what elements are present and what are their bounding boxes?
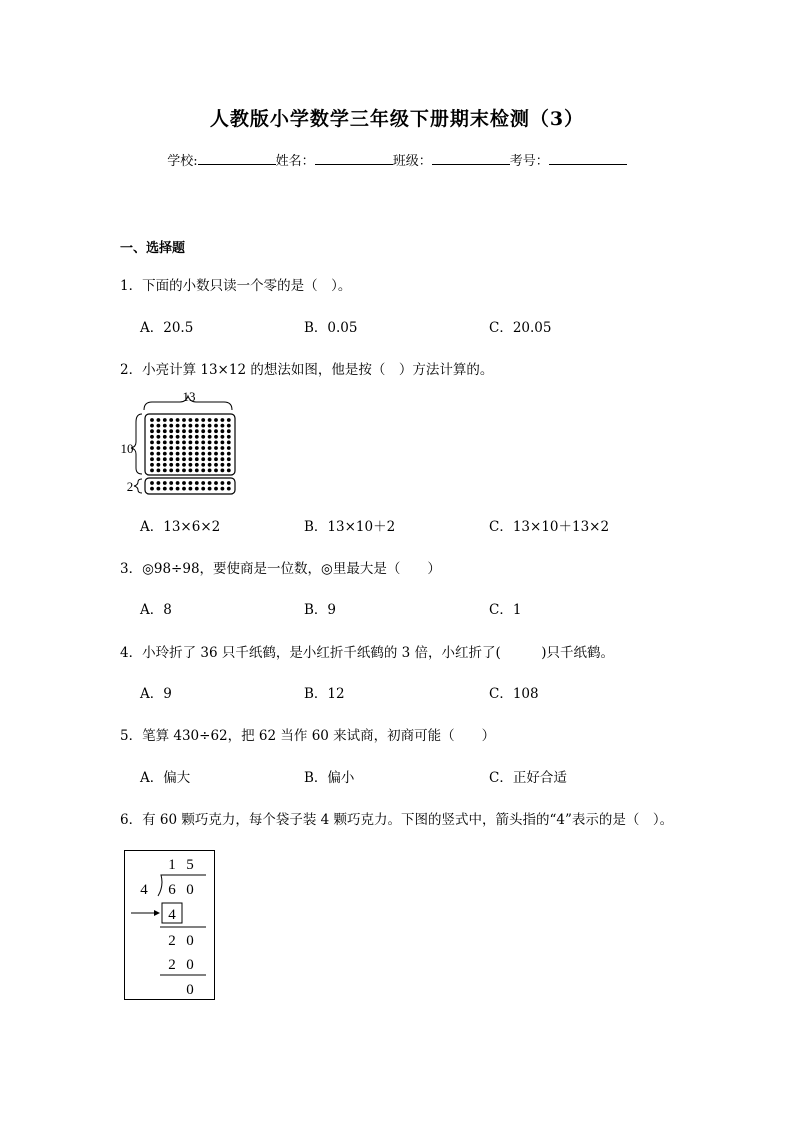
class-label: 班级：: [392, 154, 432, 169]
dot: [182, 481, 186, 485]
dot: [221, 481, 225, 485]
dot: [157, 424, 161, 428]
dot: [150, 487, 154, 491]
question-4-option-b[interactable]: B．12: [304, 686, 345, 702]
dot: [169, 424, 173, 428]
dot-array-figure: [112, 390, 242, 498]
dot: [201, 457, 205, 461]
dot: [208, 424, 212, 428]
dot: [176, 441, 180, 445]
dot: [189, 452, 193, 456]
dot: [227, 435, 231, 439]
dot: [195, 441, 199, 445]
step2-digit-2: 0: [186, 933, 194, 949]
dot: [169, 429, 173, 433]
step3-digit-1: 2: [168, 957, 176, 973]
dot: [150, 452, 154, 456]
dot: [201, 463, 205, 467]
dot: [176, 487, 180, 491]
name-label: 姓名：: [275, 154, 315, 169]
top-dots: [150, 418, 231, 472]
dot: [201, 441, 205, 445]
question-2-option-c[interactable]: C．13×10＋13×2: [489, 519, 610, 535]
dot: [227, 463, 231, 467]
dot: [157, 469, 161, 473]
question-5-option-c[interactable]: C．正好合适: [489, 770, 567, 786]
dot: [227, 481, 231, 485]
dot: [176, 452, 180, 456]
question-1-option-b[interactable]: B．0.05: [304, 320, 358, 336]
question-5-option-a[interactable]: A．偏大: [140, 770, 191, 786]
dot: [150, 463, 154, 467]
dot: [163, 452, 167, 456]
dot: [208, 481, 212, 485]
dot: [208, 452, 212, 456]
bottom-dots: [150, 481, 231, 490]
question-3-stem: 3．◎98÷98，要使商是一位数，◎里最大是（ ）: [120, 561, 441, 577]
dividend-digit-1: 6: [168, 882, 176, 898]
dot: [227, 469, 231, 473]
dot: [208, 463, 212, 467]
dot: [189, 469, 193, 473]
dot: [169, 418, 173, 422]
dot: [157, 418, 161, 422]
dot: [208, 429, 212, 433]
question-5-option-b[interactable]: B．偏小: [304, 770, 355, 786]
dot: [189, 418, 193, 422]
dot: [201, 481, 205, 485]
dot: [195, 481, 199, 485]
dot: [163, 481, 167, 485]
dot: [182, 446, 186, 450]
dot: [214, 435, 218, 439]
dot: [195, 446, 199, 450]
dot: [163, 435, 167, 439]
dot: [176, 469, 180, 473]
step2-digit-1: 2: [168, 933, 176, 949]
dot: [195, 418, 199, 422]
dot: [214, 441, 218, 445]
question-4-option-c[interactable]: C．108: [489, 686, 539, 702]
dot: [201, 429, 205, 433]
long-division-figure: [124, 850, 216, 1002]
dot: [214, 469, 218, 473]
dot: [182, 487, 186, 491]
dot: [221, 457, 225, 461]
dot: [157, 452, 161, 456]
question-2-option-b[interactable]: B．13×10＋2: [304, 519, 396, 535]
dot: [227, 418, 231, 422]
dot: [157, 435, 161, 439]
dot: [182, 452, 186, 456]
dot: [189, 463, 193, 467]
dot: [195, 457, 199, 461]
section-heading: 一、选择题: [120, 241, 186, 256]
dot: [182, 424, 186, 428]
dot: [182, 463, 186, 467]
dot: [176, 435, 180, 439]
dot: [208, 418, 212, 422]
quotient-digit-2: 5: [186, 857, 194, 873]
dividend-digit-2: 0: [186, 882, 194, 898]
dot: [201, 418, 205, 422]
dot: [150, 441, 154, 445]
dot: [182, 418, 186, 422]
question-5-stem: 5．笔算 430÷62，把 62 当作 60 来试商，初商可能（ ）: [120, 728, 496, 744]
dot: [182, 435, 186, 439]
dot: [201, 446, 205, 450]
dot: [176, 463, 180, 467]
student-info-line: [0, 150, 794, 169]
dot: [201, 424, 205, 428]
dot: [227, 487, 231, 491]
dot: [227, 441, 231, 445]
dot: [150, 418, 154, 422]
dot: [227, 429, 231, 433]
dot: [150, 469, 154, 473]
dot: [163, 463, 167, 467]
page-title: 人教版小学数学三年级下册期末检测（3）: [209, 108, 585, 130]
dot: [201, 435, 205, 439]
dot: [150, 429, 154, 433]
dot: [176, 429, 180, 433]
dot: [195, 429, 199, 433]
dot: [157, 481, 161, 485]
question-4-stem: 4．小玲折了 36 只千纸鹤，是小红折千纸鹤的 3 倍，小红折了( )只千纸鹤。: [120, 645, 615, 661]
dot: [182, 441, 186, 445]
dot: [163, 424, 167, 428]
dot: [214, 452, 218, 456]
question-6-stem: 6．有 60 颗巧克力，每个袋子装 4 颗巧克力。下图的竖式中，箭头指的“4”表示的是（ ）。: [120, 812, 674, 828]
dot: [169, 452, 173, 456]
divisor: 4: [140, 882, 148, 898]
dot: [214, 429, 218, 433]
dot: [169, 435, 173, 439]
dot: [221, 441, 225, 445]
dot: [169, 487, 173, 491]
dot: [176, 446, 180, 450]
dot: [201, 469, 205, 473]
dot: [169, 463, 173, 467]
question-3-option-a[interactable]: A．8: [140, 602, 172, 618]
dot: [189, 424, 193, 428]
dot: [208, 469, 212, 473]
dot: [195, 487, 199, 491]
question-1-option-c[interactable]: C．20.05: [489, 320, 552, 336]
dot: [201, 452, 205, 456]
school-blank[interactable]: [198, 150, 276, 165]
dot: [201, 487, 205, 491]
dot: [150, 446, 154, 450]
dot: [169, 481, 173, 485]
question-1-option-a[interactable]: A．20.5: [140, 320, 194, 336]
dot: [157, 446, 161, 450]
number-label: 考号：: [509, 154, 549, 169]
dot: [214, 481, 218, 485]
dot: [208, 435, 212, 439]
dot: [221, 463, 225, 467]
dot: [163, 469, 167, 473]
dot: [214, 418, 218, 422]
dot: [208, 457, 212, 461]
dot: [214, 424, 218, 428]
step3-digit-2: 0: [186, 957, 194, 973]
dot: [182, 457, 186, 461]
dot: [221, 446, 225, 450]
dot: [221, 424, 225, 428]
dot: [150, 424, 154, 428]
dot: [169, 457, 173, 461]
question-1-stem: 1．下面的小数只读一个零的是（ ）。: [120, 278, 352, 294]
quotient-digit-1: 1: [168, 857, 176, 873]
dot: [163, 457, 167, 461]
dot: [189, 441, 193, 445]
dot: [195, 435, 199, 439]
question-2-option-a[interactable]: A．13×6×2: [140, 519, 221, 535]
dot: [227, 452, 231, 456]
dot: [163, 441, 167, 445]
boxed-digit: 4: [168, 907, 176, 923]
dot: [227, 457, 231, 461]
dot: [157, 487, 161, 491]
dot: [189, 457, 193, 461]
class-blank[interactable]: [432, 150, 510, 165]
dot: [208, 441, 212, 445]
dot: [221, 418, 225, 422]
dot: [182, 469, 186, 473]
dot: [157, 441, 161, 445]
label-2: 2: [126, 479, 134, 494]
left-brace-small: [134, 479, 142, 493]
dot: [150, 435, 154, 439]
dot: [189, 481, 193, 485]
dot: [195, 424, 199, 428]
division-bracket: [158, 875, 206, 896]
dot: [176, 481, 180, 485]
dot: [214, 463, 218, 467]
dot: [189, 446, 193, 450]
arrow-icon: [154, 910, 160, 916]
question-4-option-a[interactable]: A．9: [140, 686, 172, 702]
label-13: 13: [182, 390, 196, 404]
dot: [189, 429, 193, 433]
label-10: 10: [120, 441, 134, 456]
number-blank[interactable]: [549, 150, 627, 165]
question-2-stem: 2．小亮计算 13×12 的想法如图，他是按（ ）方法计算的。: [120, 362, 494, 378]
dot: [163, 446, 167, 450]
dot: [182, 429, 186, 433]
school-label: 学校:: [167, 154, 198, 169]
dot: [176, 424, 180, 428]
dot: [195, 469, 199, 473]
dot: [169, 441, 173, 445]
bottom-dot-frame: [145, 478, 235, 494]
dot: [221, 429, 225, 433]
dot: [189, 435, 193, 439]
dot: [221, 487, 225, 491]
dot: [163, 418, 167, 422]
dot: [157, 463, 161, 467]
dot: [176, 418, 180, 422]
dot: [221, 452, 225, 456]
dot: [189, 487, 193, 491]
dot: [214, 487, 218, 491]
dot: [169, 446, 173, 450]
dot: [163, 429, 167, 433]
dot: [176, 457, 180, 461]
name-blank[interactable]: [315, 150, 393, 165]
question-3-option-b[interactable]: B．9: [304, 602, 337, 618]
dot: [221, 469, 225, 473]
dot: [214, 446, 218, 450]
dot: [227, 446, 231, 450]
dot: [195, 452, 199, 456]
remainder: 0: [186, 982, 194, 998]
dot: [227, 424, 231, 428]
dot: [150, 481, 154, 485]
dot: [163, 487, 167, 491]
dot: [214, 457, 218, 461]
dot: [150, 457, 154, 461]
dot: [157, 457, 161, 461]
question-3-option-c[interactable]: C．1: [489, 602, 522, 618]
dot: [169, 469, 173, 473]
dot: [157, 429, 161, 433]
dot: [221, 435, 225, 439]
dot: [208, 487, 212, 491]
dot: [208, 446, 212, 450]
dot: [195, 463, 199, 467]
